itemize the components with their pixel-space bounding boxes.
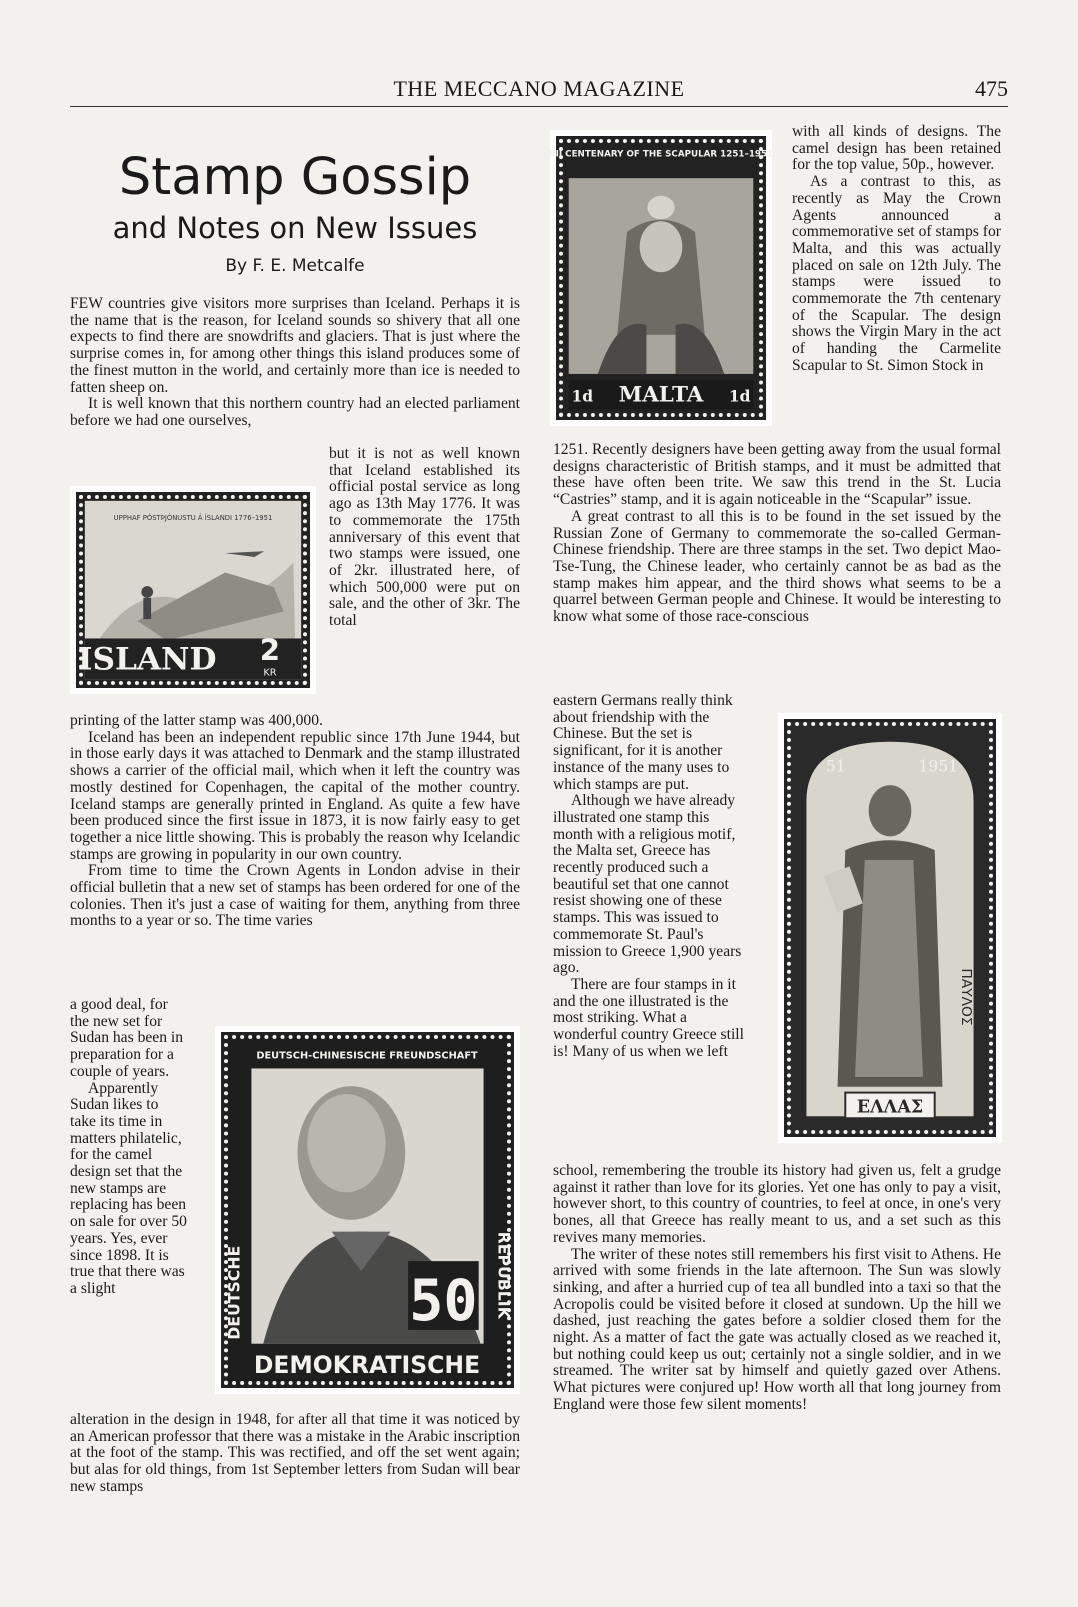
paragraph: Although we have already illustrated one stamp this month with a religious motif, the Malta set, Greece has recently produced such a beautiful set that one cannot resist showing one of these stamps. This was issued to commemorate St. Paul's mission to Greece 1,900 years ago.	[553, 792, 742, 977]
paragraph: From time to time the Crown Agents in London advise in their official bulletin that a new set of stamps has been ordered for one of the colonies. Then it's just a case of waiting for them, anything from three months to a year or so. The time varies	[70, 862, 520, 930]
paragraph: eastern Germans really think about friendship with the Chinese. But the set is significant, for it is another instance of the many uses to which stamps are put.	[553, 692, 733, 793]
column-1-bottom	[70, 1412, 520, 1496]
article-byline: By F. E. Metcalfe	[225, 256, 365, 276]
column-2-beside-greek-stamp	[553, 693, 747, 1060]
malta-stamp-top-text: VII CENTENARY OF THE SCAPULAR 1251–1951	[548, 149, 774, 160]
paragraph: Iceland has been an independent republic since 17th June 1944, but in those early days it was attached to Denmark and the stamp illustrated shows a carrier of the official mail, which when it left the country was mostly destined for Copenhagen, the capital of the mother country. Iceland stamps are generally printed in England. As quite a few have been produced since the first issue in 1873, it is now fairly easy to get together a nice little showing. This is probably the reason why Icelandic stamps are growing in popularity in our own country.	[70, 728, 520, 863]
article-title: Stamp Gossip	[118, 148, 472, 207]
column-1-beside-iceland	[329, 446, 520, 630]
paragraph: As a contrast to this, as recently as May the Crown Agents announced a commemorative set of stamps for Malta, and this was actually placed on sale on 12th July. The stamps were issued to commemorate the 7th centenary of the Scapular. The design shows the Virgin Mary in the act of handing the Carmelite Scapular to St. Simon Stock in	[792, 173, 1001, 374]
article-subtitle: and Notes on New Issues	[112, 211, 478, 245]
paragraph: A great contrast to all this is to be found in the set issued by the Russian Zone of Germany to commemorate the so-called German-Chinese friendship. There are three stamps in the set. Two depict Mao-Tse-Tung, the Chinese leader, who certainly cannot be as bad as the stamp makes him appear, and the third shows what seems to be a quarrel between German people and Chinese. It would be interesting to know what some of those race-conscious	[553, 507, 1001, 626]
paragraph: It is well known that this northern country had an elected parliament before we had one ourselves,	[70, 395, 520, 429]
page-number: 475	[975, 76, 1008, 101]
paragraph: with all kinds of designs. The camel design has been retained for the top value, 50p., however.	[792, 123, 1001, 174]
running-title: THE MECCANO MAGAZINE	[393, 76, 685, 101]
paragraph: There are four stamps in it and the one illustrated is the most striking. What a wonderful country Greece still is! Many of us when we left	[553, 975, 744, 1060]
column-1-middle	[70, 713, 520, 930]
german-stamp-left: DEUTSCHE	[224, 1245, 244, 1340]
german-stamp-top-text: DEUTSCH-CHINESISCHE FREUNDSCHAFT	[256, 1050, 478, 1062]
paragraph: 1251. Recently designers have been getting away from the usual formal designs characteristic of British stamps, and it must be admitted that these have often been trite. We saw this trend in the St. Lucia “Castries” stamp, and it is again noticeable in the “Scapular” issue.	[553, 441, 1001, 509]
malta-stamp-illustration	[548, 139, 774, 417]
column-2-bottom	[553, 1163, 1001, 1414]
paragraph: a good deal, for the new set for Sudan has been in preparation for a couple of years.	[70, 996, 184, 1080]
german-stamp-right: REPUBLIK	[494, 1231, 514, 1319]
malta-stamp-image	[550, 130, 772, 426]
paragraph: FEW countries give visitors more surprises than Iceland. Perhaps it is the name that is the reason, for Iceland sounds so shivery that all one expects to find there are snowdrifts and glaciers. That is just where the surprise comes in, for among other things this island produces some of the finest mutton in the world, and certainly more than ice is needed to fatten sheep on.	[70, 295, 520, 396]
iceland-stamp-country: ISLAND	[77, 641, 217, 678]
greek-stamp-year-left: 51	[825, 756, 846, 776]
iceland-stamp-top-text: UPPHAF PÓSTÞJÓNUSTU Á ÍSLANDI 1776–1951	[113, 514, 273, 523]
german-stamp-value: 50	[409, 1268, 478, 1335]
malta-stamp-country: MALTA	[618, 382, 704, 408]
german-stamp-image	[215, 1026, 520, 1394]
paragraph: alteration in the design in 1948, for after all that time it was noticed by an American professor that there was a mistake in the Arabic inscription at the foot of the stamp. This was rectified, and off the set went again; but alas for old things, from 1st September letters from Sudan will bear new stamps	[70, 1411, 520, 1495]
greek-stamp-image	[778, 713, 1002, 1143]
iceland-stamp-unit: KR	[263, 667, 277, 679]
column-1-beside-german-stamp	[70, 997, 188, 1298]
page-header	[70, 72, 1008, 107]
greek-stamp-year-right: 1951	[918, 756, 959, 776]
paragraph: school, remembering the trouble its history had given us, felt a grudge against it rather than love for its glories. Yet one has only to pay a visit, however short, to this country of countries, to feel at once, in one's very bones, all that Greece has really meant to us, and a set such as this revives many memories.	[553, 1162, 1001, 1246]
iceland-stamp-illustration	[79, 495, 307, 685]
column-2-middle	[553, 442, 1001, 626]
paragraph: Apparently Sudan likes to take its time in matters philatelic, for the camel design set that the new stamps are replacing has been on sale for over 50 years. Yes, ever since 1898. It is true that there was a slight	[70, 1079, 187, 1297]
malta-stamp-value-right: 1d	[728, 386, 751, 406]
iceland-stamp-value: 2	[259, 632, 281, 667]
german-stamp-illustration	[224, 1035, 514, 1385]
paragraph: printing of the latter stamp was 400,000.	[70, 712, 323, 729]
column-1-top	[70, 296, 520, 430]
article-title-block	[70, 148, 520, 276]
german-stamp-bottom: DEMOKRATISCHE	[253, 1351, 481, 1380]
iceland-stamp-image	[70, 486, 316, 694]
malta-stamp-value-left: 1d	[571, 386, 594, 406]
greek-stamp-side: ΠΑΥΛΟΣ	[957, 968, 974, 1026]
paragraph: The writer of these notes still remembers his first visit to Athens. He arrived with some friends in the late afternoon. The Sun was slowly sinking, and after a hurried cup of tea all bundled into a taxi so that the Acropolis could be visited before it closed at sundown. Up the hill we dashed, just reaching the gates before a soldier closed them for the night. As a matter of fact the gate was actually closed as we reached it, but nothing could keep us out; certainly not a single soldier, and in we streamed. The writer sat by himself and quietly gazed over Athens. What pictures were conjured up! How worth all that long journey from England were those few silent moments!	[553, 1245, 1001, 1413]
paragraph: but it is not as well known that Iceland established its official postal service as long ago as 13th May 1776. It was to commemorate the 175th anniversary of this event that two stamps were issued, one of 2kr. illustrated here, of which 500,000 were put on sale, and the other of 3kr. The total	[329, 445, 520, 630]
greek-stamp-country: ΕΛΛΑΣ	[856, 1096, 924, 1118]
column-2-beside-malta	[792, 124, 1001, 375]
greek-stamp-illustration	[787, 722, 993, 1134]
